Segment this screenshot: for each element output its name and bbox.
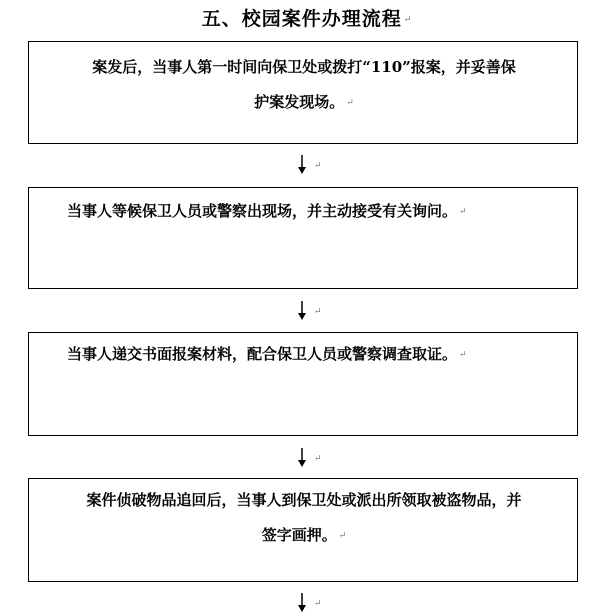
paragraph-mark-icon: ↵ <box>314 161 322 171</box>
step-2-line-1: 当事人等候保卫人员或警察出现场，并主动接受有关询问。 <box>67 202 458 220</box>
down-arrow-icon <box>296 448 308 468</box>
step-1-line-2-wrap <box>29 85 577 121</box>
down-arrow-icon <box>296 155 308 175</box>
flow-arrow-4 <box>296 593 326 615</box>
flow-step-4 <box>28 478 578 582</box>
flow-step-1 <box>28 41 578 144</box>
paragraph-mark-icon: ↵ <box>314 307 322 317</box>
paragraph-mark-icon: ↵ <box>314 599 322 609</box>
paragraph-mark-icon: ↵ <box>459 206 467 217</box>
flow-step-2 <box>28 187 578 289</box>
step-3-line-1: 当事人递交书面报案材料，配合保卫人员或警察调查取证。 <box>67 345 458 363</box>
step-2-line-1-wrap <box>29 188 577 230</box>
down-arrow-icon <box>296 301 308 321</box>
step-1-line-1: 案发后，当事人第一时间向保卫处或拨打“110”报案，并妥善保 <box>92 58 516 76</box>
flow-step-3 <box>28 332 578 436</box>
paragraph-mark-icon: ↵ <box>403 15 413 25</box>
step-4-line-1: 案件侦破物品追回后，当事人到保卫处或派出所领取被盗物品，并 <box>86 491 522 509</box>
flow-arrow-1 <box>296 155 326 177</box>
title-text: 五、校园案件办理流程 <box>201 8 402 30</box>
step-4-line-2-wrap <box>29 518 577 554</box>
page-title <box>0 6 614 33</box>
paragraph-mark-icon: ↵ <box>346 97 354 108</box>
step-1-line-2: 护案发现场。 <box>254 93 345 111</box>
flow-arrow-2 <box>296 301 326 323</box>
step-3-line-1-wrap <box>29 333 577 373</box>
down-arrow-icon <box>296 593 308 613</box>
paragraph-mark-icon: ↵ <box>314 454 322 464</box>
paragraph-mark-icon: ↵ <box>459 349 467 360</box>
paragraph-mark-icon: ↵ <box>338 530 347 541</box>
step-4-line-2: 签字画押。 <box>261 526 337 544</box>
flow-arrow-3 <box>296 448 326 470</box>
